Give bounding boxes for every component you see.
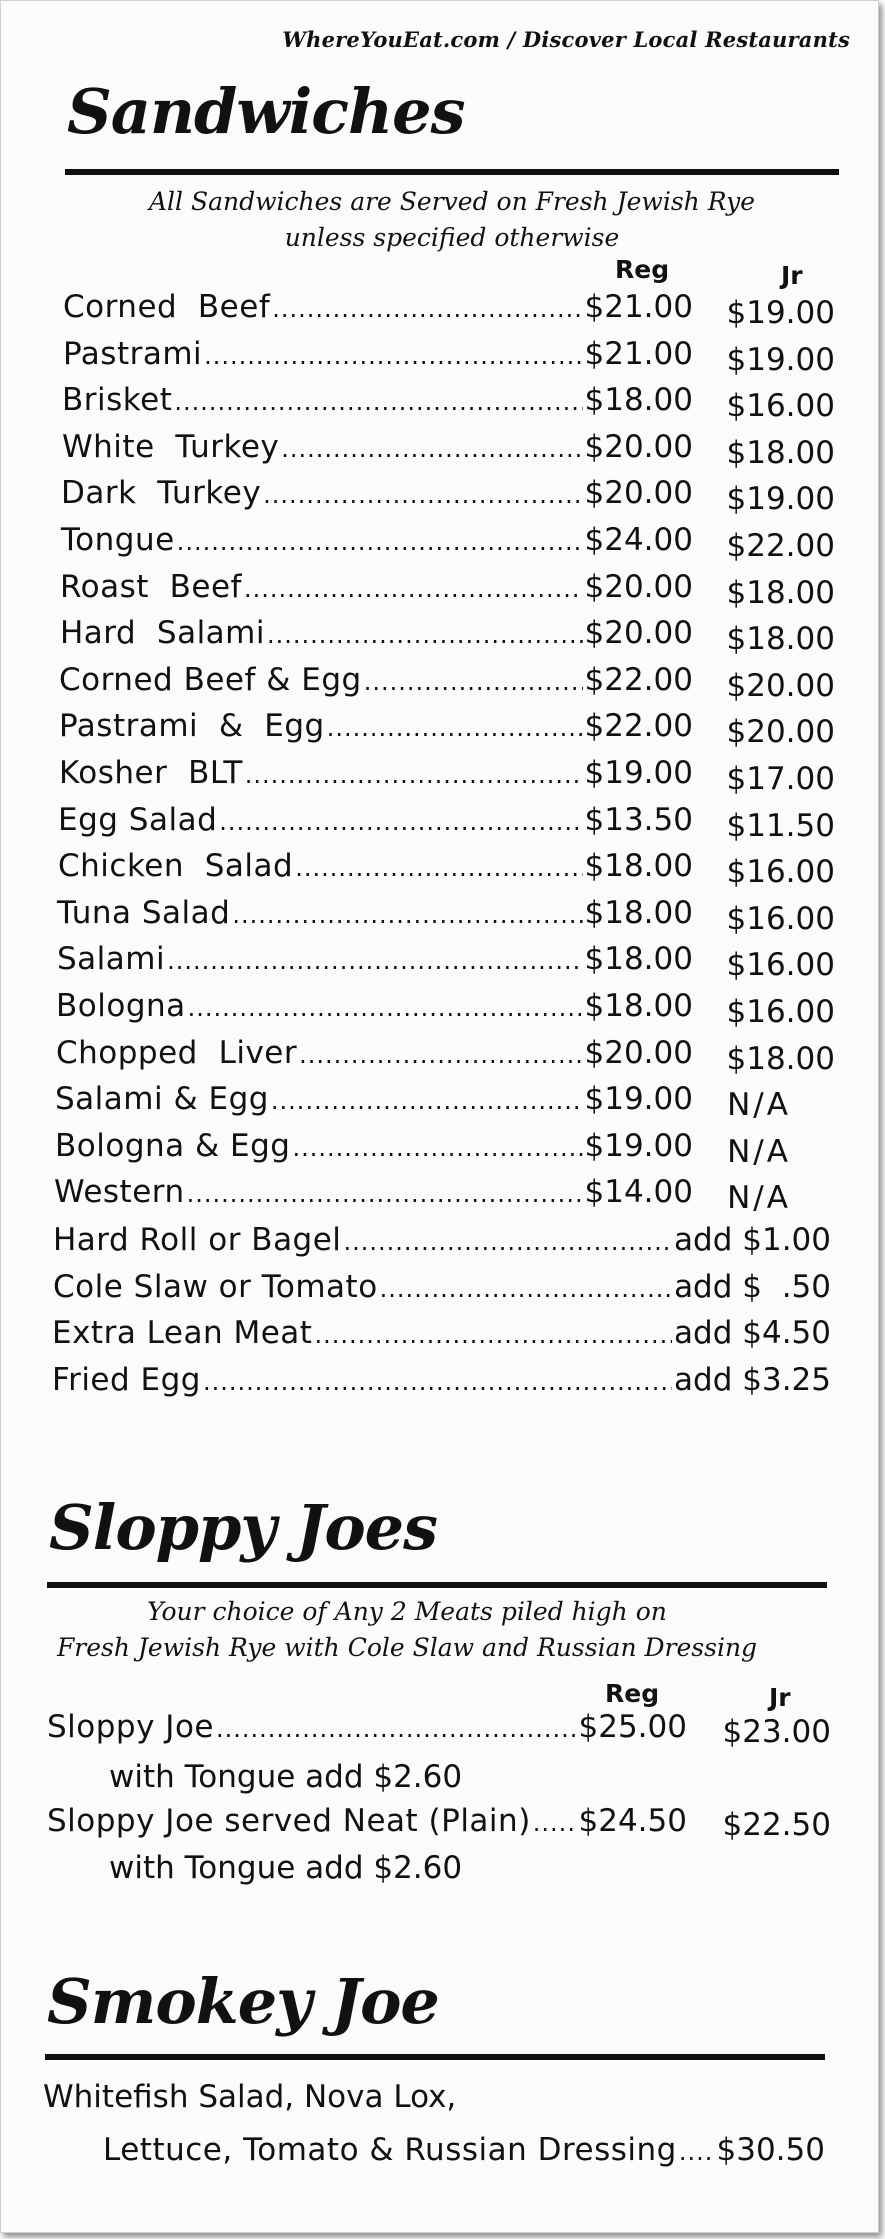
leader-dots	[216, 1710, 577, 1748]
leader-dots	[267, 616, 583, 654]
addon-name: Extra Lean Meat	[52, 1315, 313, 1351]
sandwich-item	[62, 381, 693, 421]
item-name: Roast Beef	[60, 569, 242, 605]
item-price: $30.50	[716, 2132, 825, 2168]
item-name: Brisket	[62, 382, 173, 418]
sandwich-item	[56, 987, 693, 1027]
addon-price: add $4.50	[674, 1315, 831, 1351]
item-note: with Tongue add $2.60	[109, 1759, 463, 1795]
item-jr-price: $19.00	[726, 342, 835, 378]
sandwich-item	[59, 707, 693, 747]
item-jr-price: $17.00	[726, 761, 835, 797]
addon-price: add $ .50	[674, 1269, 831, 1305]
addon-name: Cole Slaw or Tomato	[53, 1269, 378, 1305]
item-jr-price: $16.00	[726, 854, 835, 890]
sloppy-joes-col-reg: Reg	[605, 1679, 660, 1708]
leader-dots	[533, 1804, 577, 1842]
leader-dots	[364, 663, 583, 701]
item-jr-price: N/A	[727, 1180, 791, 1216]
sandwich-item	[63, 288, 693, 328]
item-jr-price: $16.00	[726, 994, 835, 1030]
addon-price: add $3.25	[674, 1362, 831, 1398]
item-jr-price: N/A	[727, 1134, 791, 1170]
item-name: Pastrami	[63, 336, 203, 372]
addon-name: Hard Roll or Bagel	[53, 1222, 342, 1258]
item-jr-price: $20.00	[726, 668, 835, 704]
item-reg-price: $20.00	[584, 569, 693, 605]
item-reg-price: $22.00	[584, 662, 693, 698]
item-name: Pastrami & Egg	[59, 708, 325, 744]
addon-item	[52, 1361, 831, 1401]
item-name: Lettuce, Tomato & Russian Dressing	[103, 2132, 677, 2168]
sandwiches-subtitle	[65, 184, 839, 256]
smokey-joe-line1: Whitefish Salad, Nova Lox,	[43, 2079, 457, 2115]
sandwiches-title: Sandwiches	[67, 75, 465, 148]
item-note: with Tongue add $2.60	[109, 1850, 463, 1886]
item-reg-price: $24.50	[578, 1803, 687, 1839]
leader-dots	[219, 803, 582, 841]
item-reg-price: $21.00	[584, 289, 693, 325]
leader-dots	[187, 1175, 583, 1213]
sandwiches-subtitle-line1: All Sandwiches are Served on Fresh Jewish Rye	[149, 187, 755, 216]
item-jr-price: $19.00	[726, 295, 835, 331]
addon-item	[52, 1314, 831, 1354]
sandwich-item	[57, 940, 693, 980]
item-name: Chicken Salad	[58, 848, 294, 884]
item-reg-price: $19.00	[584, 1128, 693, 1164]
item-name: Tongue	[61, 522, 175, 558]
smokey-joe-title: Smokey Joe	[47, 1965, 439, 2038]
item-name: Dark Turkey	[61, 475, 262, 511]
leader-dots	[204, 337, 582, 375]
item-reg-price: $20.00	[584, 429, 693, 465]
item-name: Corned Beef & Egg	[59, 662, 362, 698]
addon-name: Fried Egg	[52, 1362, 201, 1398]
leader-dots	[167, 942, 582, 980]
item-name: Chopped Liver	[56, 1035, 298, 1071]
item-name: Bologna & Egg	[55, 1128, 291, 1164]
sloppy-joes-title: Sloppy Joes	[49, 1491, 438, 1564]
item-jr-price: $18.00	[726, 575, 835, 611]
item-name: Egg Salad	[58, 802, 218, 838]
item-jr-price: $22.00	[726, 528, 835, 564]
leader-dots	[295, 849, 582, 887]
item-jr-price: $22.50	[722, 1807, 831, 1843]
item-name: Corned Beef	[63, 289, 271, 325]
leader-dots	[174, 383, 582, 421]
item-reg-price: $18.00	[584, 382, 693, 418]
site-watermark: WhereYouEat.com / Discover Local Restaurants	[282, 27, 850, 52]
item-jr-price: $18.00	[726, 1041, 835, 1077]
sloppy-joe-neat-item	[47, 1802, 687, 1842]
item-name: Salami	[57, 941, 166, 977]
item-reg-price: $13.50	[584, 802, 693, 838]
sloppy-joes-col-jr: Jr	[769, 1683, 791, 1712]
sandwiches-rule	[65, 169, 839, 175]
sloppy-joes-subtitle	[47, 1594, 767, 1666]
sandwich-item	[60, 568, 693, 608]
item-jr-price: $11.50	[726, 808, 835, 844]
leader-dots	[299, 1036, 582, 1074]
sandwich-item	[55, 1127, 693, 1167]
leader-dots	[292, 1129, 582, 1167]
sandwich-item	[59, 754, 693, 794]
sandwiches-col-reg: Reg	[615, 255, 670, 284]
item-jr-price: $16.00	[726, 388, 835, 424]
sloppy-joe-item	[47, 1708, 687, 1748]
item-jr-price: $19.00	[726, 481, 835, 517]
sandwich-item	[61, 474, 693, 514]
sloppy-joes-subtitle-line1: Your choice of Any 2 Meats piled high on	[147, 1597, 667, 1626]
item-name: Bologna	[56, 988, 186, 1024]
leader-dots	[263, 476, 582, 514]
sandwich-item	[61, 521, 693, 561]
sandwich-item	[58, 801, 693, 841]
item-reg-price: $20.00	[584, 615, 693, 651]
item-reg-price: $20.00	[584, 1035, 693, 1071]
leader-dots	[244, 570, 583, 608]
leader-dots	[203, 1363, 672, 1401]
addon-price: add $1.00	[674, 1222, 831, 1258]
item-name: Salami & Egg	[55, 1081, 269, 1117]
leader-dots	[272, 290, 582, 328]
item-reg-price: $18.00	[584, 895, 693, 931]
item-jr-price: $20.00	[726, 714, 835, 750]
item-reg-price: $18.00	[584, 941, 693, 977]
leader-dots	[188, 989, 583, 1027]
sandwiches-subtitle-line2: unless specified otherwise	[284, 223, 620, 252]
leader-dots	[281, 430, 582, 468]
item-jr-price: $23.00	[722, 1714, 831, 1750]
addon-item	[53, 1268, 831, 1308]
item-reg-price: $24.00	[584, 522, 693, 558]
sloppy-joes-subtitle-line2: Fresh Jewish Rye with Cole Slaw and Russian Dressing	[56, 1633, 758, 1662]
item-jr-price: $16.00	[726, 947, 835, 983]
item-reg-price: $22.00	[584, 708, 693, 744]
sandwich-item	[63, 335, 693, 375]
sandwich-item	[60, 614, 693, 654]
item-name: Sloppy Joe served Neat (Plain)	[47, 1803, 531, 1839]
item-reg-price: $25.00	[578, 1709, 687, 1745]
leader-dots	[314, 1316, 672, 1354]
item-jr-price: $18.00	[726, 621, 835, 657]
item-reg-price: $19.00	[584, 1081, 693, 1117]
leader-dots	[679, 2133, 715, 2171]
item-reg-price: $18.00	[584, 988, 693, 1024]
leader-dots	[232, 896, 582, 934]
addon-item	[53, 1221, 831, 1261]
leader-dots	[177, 523, 583, 561]
item-name: Sloppy Joe	[47, 1709, 214, 1745]
item-jr-price: $18.00	[726, 435, 835, 471]
item-name: Kosher BLT	[59, 755, 243, 791]
leader-dots	[271, 1082, 583, 1120]
item-name: Tuna Salad	[57, 895, 231, 931]
sloppy-joes-rule	[47, 1582, 827, 1588]
leader-dots	[343, 1223, 672, 1261]
sandwich-item	[56, 1034, 693, 1074]
sandwich-item	[58, 847, 693, 887]
item-reg-price: $20.00	[584, 475, 693, 511]
sandwich-item	[62, 428, 693, 468]
item-reg-price: $21.00	[584, 336, 693, 372]
item-name: White Turkey	[62, 429, 280, 465]
sandwich-item	[57, 894, 693, 934]
item-reg-price: $14.00	[584, 1174, 693, 1210]
sandwich-item	[54, 1173, 693, 1213]
item-name: Hard Salami	[60, 615, 265, 651]
item-jr-price: N/A	[727, 1087, 791, 1123]
sandwich-item	[59, 661, 693, 701]
leader-dots	[245, 756, 583, 794]
item-reg-price: $19.00	[584, 755, 693, 791]
sandwich-item	[55, 1080, 693, 1120]
smokey-joe-rule	[45, 2054, 825, 2060]
smokey-joe-item	[103, 2131, 825, 2171]
item-jr-price: $16.00	[726, 901, 835, 937]
leader-dots	[380, 1270, 672, 1308]
item-name: Western	[54, 1174, 185, 1210]
leader-dots	[327, 709, 583, 747]
sandwiches-col-jr: Jr	[781, 261, 803, 290]
item-reg-price: $18.00	[584, 848, 693, 884]
